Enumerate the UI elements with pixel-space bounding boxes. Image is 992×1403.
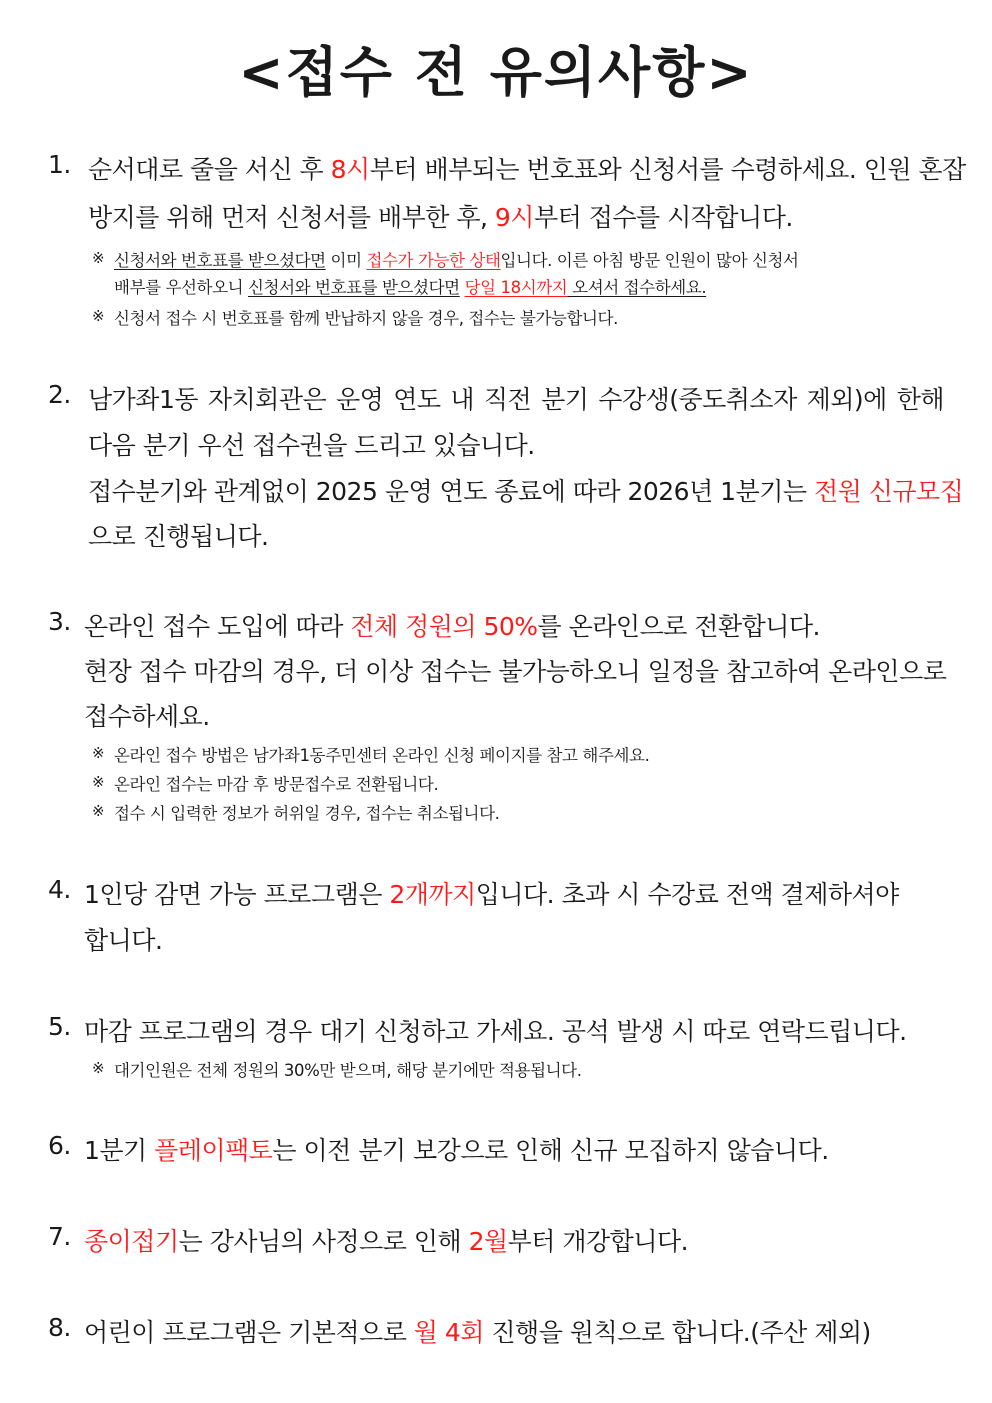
item-text-line: 접수분기와 관계없이 2025 운영 연도 종료에 따라 2026년 1분기는 전원 신규모집 (88, 477, 964, 506)
item-text-line: 방지를 위해 먼저 신청서를 배부한 후, 9시부터 접수를 시작합니다. (88, 203, 793, 232)
item-number: 7. (48, 1222, 71, 1251)
item-number: 8. (48, 1313, 71, 1342)
reference-mark-icon: ※ (92, 744, 105, 762)
item-text-line: 1분기 플레이팩토는 이전 분기 보강으로 인해 신규 모집하지 않습니다. (84, 1136, 829, 1165)
reference-mark-icon: ※ (92, 773, 105, 791)
item-number: 3. (48, 607, 71, 636)
highlight-text: 2개까지 (389, 880, 476, 909)
item-text-line: 순서대로 줄을 서신 후 8시부터 배부되는 번호표와 신청서를 수령하세요. 인원 혼잡 (88, 155, 966, 184)
highlight-text: 8시 (330, 155, 370, 184)
item-text-line: 남가좌1동 자치회관은 운영 연도 내 직전 분기 수강생(중도취소자 제외)에 한해 (88, 385, 944, 414)
note-line: 온라인 접수 방법은 남가좌1동주민센터 온라인 신청 페이지를 참고 해주세요. (114, 746, 650, 765)
highlight-text: 전원 신규모집 (813, 477, 964, 506)
item-number: 1. (48, 150, 71, 179)
item-text-line: 현장 접수 마감의 경우, 더 이상 접수는 불가능하오니 일정을 참고하여 온라인으로 (84, 657, 947, 686)
note-line: 온라인 접수는 마감 후 방문접수로 전환됩니다. (114, 775, 439, 794)
item-text-line: 1인당 감면 가능 프로그램은 2개까지입니다. 초과 시 수강료 전액 결제하셔야 (84, 880, 899, 909)
note-line: 신청서와 번호표를 받으셨다면 이미 접수가 가능한 상태입니다. 이른 아침 방문 인원이 많아 신청서 (114, 251, 799, 270)
item-text-line: 종이접기는 강사님의 사정으로 인해 2월부터 개강합니다. (84, 1227, 689, 1256)
highlight-text: 접수가 가능한 상태 (366, 251, 501, 270)
highlight-text: 플레이팩토 (154, 1136, 273, 1165)
item-text-line: 으로 진행됩니다. (88, 522, 269, 551)
note-line: 대기인원은 전체 정원의 30%만 받으며, 해당 분기에만 적용됩니다. (114, 1061, 582, 1080)
highlight-text: 월 4회 (413, 1318, 484, 1347)
item-text-line: 합니다. (84, 926, 163, 955)
highlight-text: 2월 (468, 1227, 508, 1256)
highlight-text: 전체 정원의 50% (350, 612, 538, 641)
page-title: <접수 전 유의사항> (238, 41, 754, 104)
item-text-line: 다음 분기 우선 접수권을 드리고 있습니다. (88, 431, 535, 460)
item-number: 6. (48, 1131, 71, 1160)
reference-mark-icon: ※ (92, 1059, 105, 1077)
item-text-line: 접수하세요. (84, 702, 210, 731)
reference-mark-icon: ※ (92, 307, 105, 325)
item-number: 2. (48, 380, 71, 409)
note-line: 접수 시 입력한 정보가 허위일 경우, 접수는 취소됩니다. (114, 804, 500, 823)
item-number: 4. (48, 875, 71, 904)
reference-mark-icon: ※ (92, 249, 105, 267)
highlight-text: 당일 18시까지 (464, 278, 568, 297)
item-number: 5. (48, 1012, 71, 1041)
item-text-line: 마감 프로그램의 경우 대기 신청하고 가세요. 공석 발생 시 따로 연락드립니다. (84, 1017, 907, 1046)
note-line: 신청서 접수 시 번호표를 함께 반납하지 않을 경우, 접수는 불가능합니다. (114, 309, 618, 328)
highlight-text: 9시 (494, 203, 534, 232)
note-line: 배부를 우선하오니 신청서와 번호표를 받으셨다면 당일 18시까지 오셔서 접수하세요. (114, 278, 707, 297)
item-text-line: 온라인 접수 도입에 따라 전체 정원의 50%를 온라인으로 전환합니다. (84, 612, 821, 641)
highlight-text: 종이접기 (84, 1227, 179, 1256)
reference-mark-icon: ※ (92, 802, 105, 820)
item-text-line: 어린이 프로그램은 기본적으로 월 4회 진행을 원칙으로 합니다.(주산 제외) (84, 1318, 871, 1347)
